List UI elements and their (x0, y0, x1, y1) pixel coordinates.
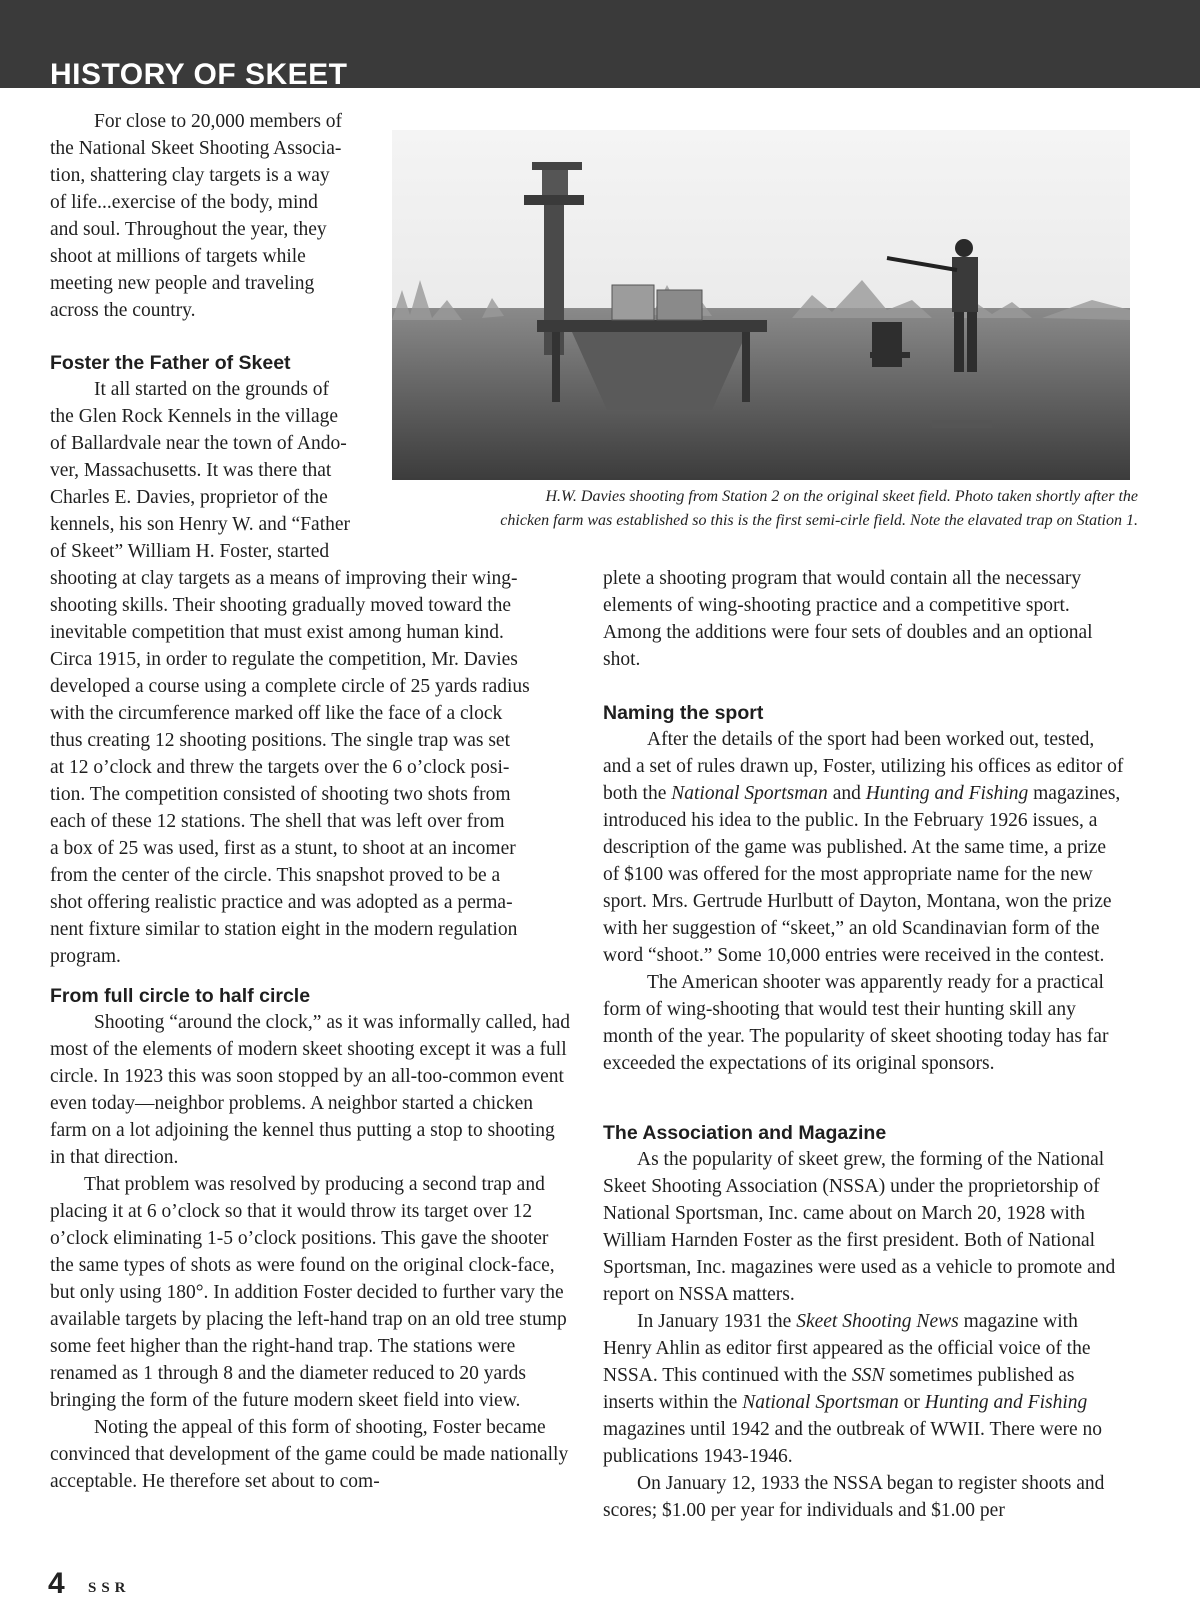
foster-line: kennels, his son Henry W. and “Father (50, 514, 351, 535)
foster-line: Charles E. Davies, proprietor of the (50, 487, 328, 508)
historic-skeet-photo (392, 130, 1130, 480)
intro-line: the National Skeet Shooting Associa- (50, 138, 342, 159)
magazine-title: Skeet Shooting News (796, 1311, 959, 1332)
circle-para-3: Noting the appeal of this form of shooting, Foster became convinced that development of the game could be made nationally acceptable. He therefore set about to com- (50, 1417, 569, 1492)
section-heading-association: The Association and Magazine (603, 1122, 887, 1144)
section-heading-naming: Naming the sport (603, 702, 764, 724)
naming-section-text (603, 726, 1125, 1077)
foster-wide-line: from the center of the circle. This snapshot proved to be a (50, 865, 501, 886)
intro-line: of life...exercise of the body, mind (50, 192, 318, 213)
photo-caption (378, 485, 1138, 533)
caption-line: H.W. Davies shooting from Station 2 on the original skeet field. Photo taken shortly after the (545, 488, 1138, 505)
foster-wide-line: shooting at clay targets as a means of improving their wing- (50, 568, 518, 589)
intro-paragraph (50, 108, 380, 324)
naming-text: magazines, introduced his idea to the public. In the February 1926 issues, a description of the game was published. At the same time, a prize of $100 was offered for the most appropriate name for the new sport. Mrs. Gertrude Hurlbutt of Dayton, Montana, won the prize with her suggestion of “skeet,” an old Scandinavian form of the word “shoot.” Some 10,000 entries were received in the contest. (603, 783, 1121, 966)
foster-line: of Ballardvale near the town of Ando- (50, 433, 347, 454)
section-heading-foster: Foster the Father of Skeet (50, 352, 291, 374)
assoc-text: or (898, 1392, 925, 1413)
foster-wide-line: Circa 1915, in order to regulate the competition, Mr. Davies (50, 649, 518, 670)
foster-wide-line: a box of 25 was used, first as a stunt, to shoot at an incomer (50, 838, 516, 859)
foster-wide-line: each of these 12 stations. The shell that was left over from (50, 811, 505, 832)
assoc-para-2 (603, 1308, 1125, 1470)
foster-line: of Skeet” William H. Foster, started (50, 541, 330, 562)
photo-illustration (392, 130, 1130, 480)
publication-label: SSR (88, 1580, 131, 1596)
naming-para-2: The American shooter was apparently ready for a practical form of wing-shooting that would test their hunting skill any month of the year. The popularity of skeet shooting today has far exceeded the expectations of its original sponsors. (603, 972, 1109, 1074)
intro-line: and soul. Throughout the year, they (50, 219, 327, 240)
naming-text: and (827, 783, 866, 804)
foster-line: It all started on the grounds of (94, 379, 330, 400)
circle-section-text (50, 1009, 570, 1495)
foster-narrow-paragraph (50, 376, 380, 565)
magazine-title: Hunting and Fishing (924, 1392, 1088, 1413)
foster-wide-line: nent fixture similar to station eight in the modern regulation (50, 919, 518, 940)
intro-line: meeting new people and traveling (50, 273, 315, 294)
assoc-para-3: On January 12, 1933 the NSSA began to register shoots and scores; $1.00 per year for individuals and $1.00 per (603, 1473, 1105, 1521)
intro-line: shoot at millions of targets while (50, 246, 306, 267)
naming-para-1 (603, 726, 1125, 969)
magazine-title: National Sportsman (742, 1392, 899, 1413)
assoc-text: In January 1931 the (637, 1311, 797, 1332)
magazine-title: National Sportsman (671, 783, 828, 804)
magazine-title: Hunting and Fishing (865, 783, 1029, 804)
foster-wide-line: thus creating 12 shooting positions. The single trap was set (50, 730, 511, 751)
foster-wide-line: program. (50, 946, 121, 967)
foster-line: the Glen Rock Kennels in the village (50, 406, 339, 427)
association-section-text (603, 1146, 1125, 1524)
intro-line: tion, shattering clay targets is a way (50, 165, 330, 186)
foster-wide-line: inevitable competition that must exist among human kind. (50, 622, 504, 643)
foster-wide-line: with the circumference marked off like the face of a clock (50, 703, 503, 724)
foster-wide-line: developed a course using a complete circle of 25 yards radius (50, 676, 530, 697)
section-heading-circle: From full circle to half circle (50, 985, 311, 1007)
naming-text: After the details of the sport had been worked out, tested, and a set of rules drawn up, Foster, utilizing his offices as editor of both the (603, 729, 1124, 804)
foster-line: ver, Massachusetts. It was there that (50, 460, 332, 481)
intro-line: For close to 20,000 members of (94, 111, 343, 132)
intro-line: across the country. (50, 300, 196, 321)
continuation-para: plete a shooting program that would contain all the necessary elements of wing-shooting practice and a competitive sport. Among the additions were four sets of doubles and an optional shot. (603, 568, 1093, 670)
magazine-title: SSN (851, 1365, 885, 1386)
page-number: 4 (48, 1567, 65, 1600)
assoc-text: magazines until 1942 and the outbreak of WWII. There were no publications 1943-1946. (603, 1419, 1103, 1467)
caption-line: chicken farm was established so this is the first semi-cirle field. Note the elavated trap on Station 1. (500, 512, 1138, 529)
foster-wide-paragraph (50, 565, 575, 970)
circle-para-2: That problem was resolved by producing a second trap and placing it at 6 o’clock so that it would throw its target over 12 o’clock eliminating 1-5 o’clock positions. This gave the shooter the same types of shots as were found on the original clock-face, but only using 180°. In addition Foster decided to further vary the available targets by placing the left-hand trap on an old tree stump some feet higher than the right-hand trap. The stations were renamed as 1 through 8 and the diameter reduced to 20 yards bringing the form of the future modern skeet field into view. (50, 1174, 567, 1411)
assoc-text: magazine with Henry Ahlin as editor first appeared as the official voice of the NSSA. This continued with the (603, 1311, 1091, 1386)
page-title: HISTORY OF SKEET (50, 58, 348, 91)
foster-wide-line: tion. The competition consisted of shooting two shots from (50, 784, 511, 805)
foster-wide-line: shooting skills. Their shooting gradually moved toward the (50, 595, 512, 616)
right-column-continuation (603, 565, 1123, 673)
assoc-para-1: As the popularity of skeet grew, the forming of the National Skeet Shooting Association (NSSA) under the proprietorship of National Sportsman, Inc. came about on March 20, 1928 with William Harnden Foster as the first president. Both of National Sportsman, Inc. magazines were used as a vehicle to promote and report on NSSA matters. (603, 1149, 1116, 1305)
foster-wide-line: shot offering realistic practice and was adopted as a perma- (50, 892, 513, 913)
foster-wide-line: at 12 o’clock and threw the targets over the 6 o’clock posi- (50, 757, 510, 778)
assoc-text: sometimes published as inserts within the (603, 1365, 1075, 1413)
circle-para-1: Shooting “around the clock,” as it was informally called, had most of the elements of modern skeet shooting except it was a full circle. In 1923 this was soon stopped by an all-too-common event even today—neighbor problems. A neighbor started a chicken farm on a lot adjoining the kennel thus putting a stop to shooting in that direction. (50, 1012, 570, 1168)
